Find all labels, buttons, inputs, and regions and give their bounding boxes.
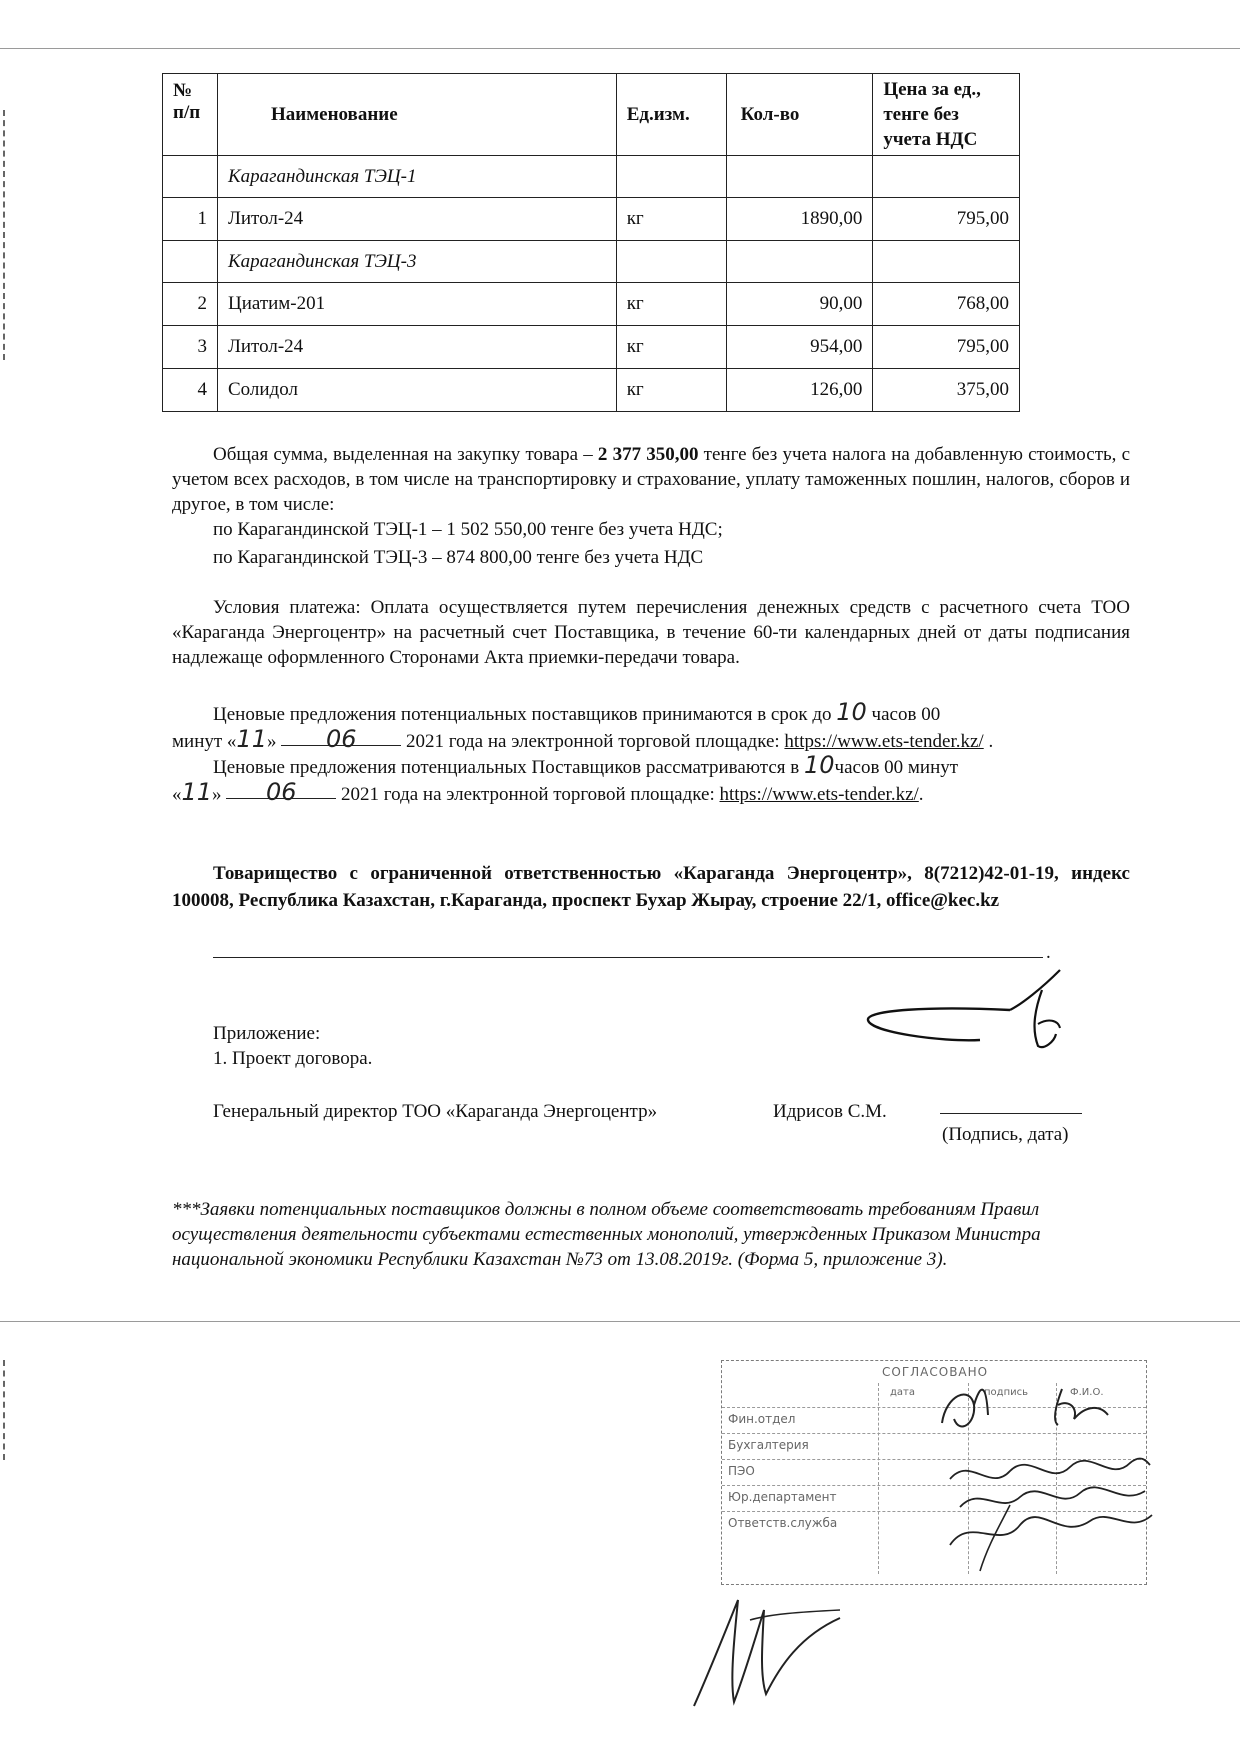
cell-name: Литол-24 [217, 198, 616, 241]
cell-num [163, 241, 218, 283]
review-url-link[interactable]: https://www.ets-tender.kz/ [719, 784, 919, 805]
header-name: Наименование [217, 74, 616, 156]
total-paragraph [172, 442, 1130, 517]
footnote: ***Заявки потенциальных поставщиков должны в полном объеме соответствовать требованиям Правил осуществления деятельности субъектами естественных монополий, утвержденных Приказом Министра национальной экономики Республики Казахстан №73 от 13.08.2019г. (Форма 5, приложение 3). [172, 1199, 1041, 1270]
accept-month-field [281, 725, 401, 753]
total-suffix: тенге без учета налога на добавленную стоимость, с учетом всех расходов, в том числе на транспортировку и страхование, уплату таможенных пошлин, налогов, сборов и другое, в том числе: [172, 444, 1131, 515]
table-row [163, 156, 1020, 198]
cell-price: 795,00 [873, 326, 1020, 369]
cell-unit: кг [616, 198, 726, 241]
cell-price [873, 156, 1020, 198]
table-header-row [163, 74, 1020, 156]
cell-num: 4 [163, 369, 218, 412]
review-text-end: . [918, 784, 924, 805]
total-line-tec3: по Карагандинской ТЭЦ-3 – 874 800,00 тенге без учета НДС [213, 547, 704, 568]
cell-unit: кг [616, 369, 726, 412]
stamp-row-label: Ответств.служба [728, 1516, 838, 1530]
cell-unit [616, 241, 726, 283]
accept-month-handwritten: 06 [325, 725, 357, 753]
cell-unit: кг [616, 326, 726, 369]
scan-edge-marks-lower [3, 1360, 9, 1460]
cell-price [873, 241, 1020, 283]
cell-name: Солидол [217, 369, 616, 412]
appendix-item-1: 1. Проект договора. [213, 1048, 373, 1069]
scan-edge-middle [0, 1321, 1240, 1322]
stamp-col-sign: подпись [984, 1387, 1028, 1398]
review-month-handwritten: 06 [266, 778, 297, 806]
total-amount: 2 377 350,00 [597, 444, 699, 465]
stamp-col-fio: Ф.И.О. [1070, 1387, 1104, 1398]
review-text-2: часов 00 минут [834, 757, 959, 778]
review-text-4: » [212, 784, 222, 805]
stamp-row-label: Бухгалтерия [728, 1438, 809, 1452]
cell-num [163, 156, 218, 198]
review-text-3: « [172, 784, 182, 805]
total-line-tec1: по Карагандинской ТЭЦ-1 – 1 502 550,00 тенге без учета НДС; [213, 519, 723, 540]
accept-text-5: 2021 года на электронной торговой площадке: [405, 731, 780, 752]
bottom-signature [690, 1590, 850, 1710]
header-qty: Кол-во [726, 74, 873, 156]
cell-qty: 90,00 [726, 283, 873, 326]
review-hour-handwritten: 10 [803, 751, 835, 779]
header-price: Цена за ед., тенге без учета НДС [873, 74, 1020, 156]
cell-num: 3 [163, 326, 218, 369]
accept-text-3: минут « [172, 731, 237, 752]
cell-qty: 1890,00 [726, 198, 873, 241]
accept-text-end: . [988, 731, 994, 752]
cell-qty: 126,00 [726, 369, 873, 412]
review-line-2 [172, 780, 924, 807]
stamp-signatures [940, 1375, 1180, 1575]
accept-day-handwritten: 11 [236, 725, 267, 753]
divider-dot: . [1046, 942, 1051, 963]
accept-line-2 [172, 727, 993, 754]
cell-price: 768,00 [873, 283, 1020, 326]
table-row [163, 283, 1020, 326]
accept-url-link[interactable]: https://www.ets-tender.kz/ [784, 731, 984, 752]
scan-edge-top [0, 48, 1240, 49]
stamp-row-label: Фин.отдел [728, 1412, 796, 1426]
cell-qty [726, 156, 873, 198]
scan-edge-marks [3, 110, 9, 360]
review-line-1 [213, 753, 958, 780]
accept-hour-handwritten: 10 [836, 698, 867, 726]
stamp-row-label: ПЭО [728, 1464, 755, 1478]
accept-line-1 [213, 700, 940, 727]
cell-price: 795,00 [873, 198, 1020, 241]
accept-text-4: » [266, 731, 277, 752]
review-month-field [226, 778, 336, 806]
signature-label: (Подпись, дата) [942, 1124, 1069, 1145]
cell-name: Циатим-201 [217, 283, 616, 326]
company-details: Товарищество с ограниченной ответственностью «Караганда Энергоцентр», 8(7212)42-01-19, индекс 100008, Республика Казахстан, г.Караганда, проспект Бухар Жырау, строение 22/1, office@kec.kz [172, 863, 1130, 911]
total-prefix: Общая сумма, выделенная на закупку товара – [213, 444, 598, 465]
table-row [163, 369, 1020, 412]
stamp-row-label: Юр.департамент [728, 1490, 837, 1504]
cell-qty: 954,00 [726, 326, 873, 369]
director-name: Идрисов С.М. [773, 1101, 887, 1122]
items-table [162, 73, 1020, 412]
appendix-title: Приложение: [213, 1023, 321, 1044]
cell-unit [616, 156, 726, 198]
cell-num: 1 [163, 198, 218, 241]
signature-divider [213, 957, 1043, 958]
table-row [163, 198, 1020, 241]
header-unit: Ед.изм. [616, 74, 726, 156]
signature-blank [940, 1113, 1082, 1114]
review-text-5: 2021 года на электронной торговой площадке: [341, 784, 715, 805]
accept-text-2: часов 00 [871, 704, 941, 725]
accept-text-1: Ценовые предложения потенциальных поставщиков принимаются в срок до [213, 704, 832, 725]
director-signature [860, 968, 1090, 1078]
payment-paragraph: Условия платежа: Оплата осуществляется путем перечисления денежных средств с расчетного счета ТОО «Караганда Энергоцентр» на расчетный счет Поставщика, в течение 60-ти календарных дней от даты подписания надлежаще оформленного Сторонами Акта приемки-передачи товара. [172, 597, 1130, 668]
cell-qty [726, 241, 873, 283]
stamp-title: СОГЛАСОВАНО [882, 1365, 989, 1379]
review-day-handwritten: 11 [181, 778, 213, 806]
cell-name: Литол-24 [217, 326, 616, 369]
table-row [163, 326, 1020, 369]
table-row [163, 241, 1020, 283]
section-name: Карагандинская ТЭЦ-1 [217, 156, 616, 198]
section-name: Карагандинская ТЭЦ-3 [217, 241, 616, 283]
header-num: № п/п [163, 74, 218, 156]
cell-price: 375,00 [873, 369, 1020, 412]
director-position: Генеральный директор ТОО «Караганда Энергоцентр» [213, 1101, 658, 1122]
cell-num: 2 [163, 283, 218, 326]
cell-unit: кг [616, 283, 726, 326]
stamp-col-date: дата [890, 1387, 915, 1398]
review-text-1: Ценовые предложения потенциальных Поставщиков рассматриваются в [213, 757, 800, 778]
